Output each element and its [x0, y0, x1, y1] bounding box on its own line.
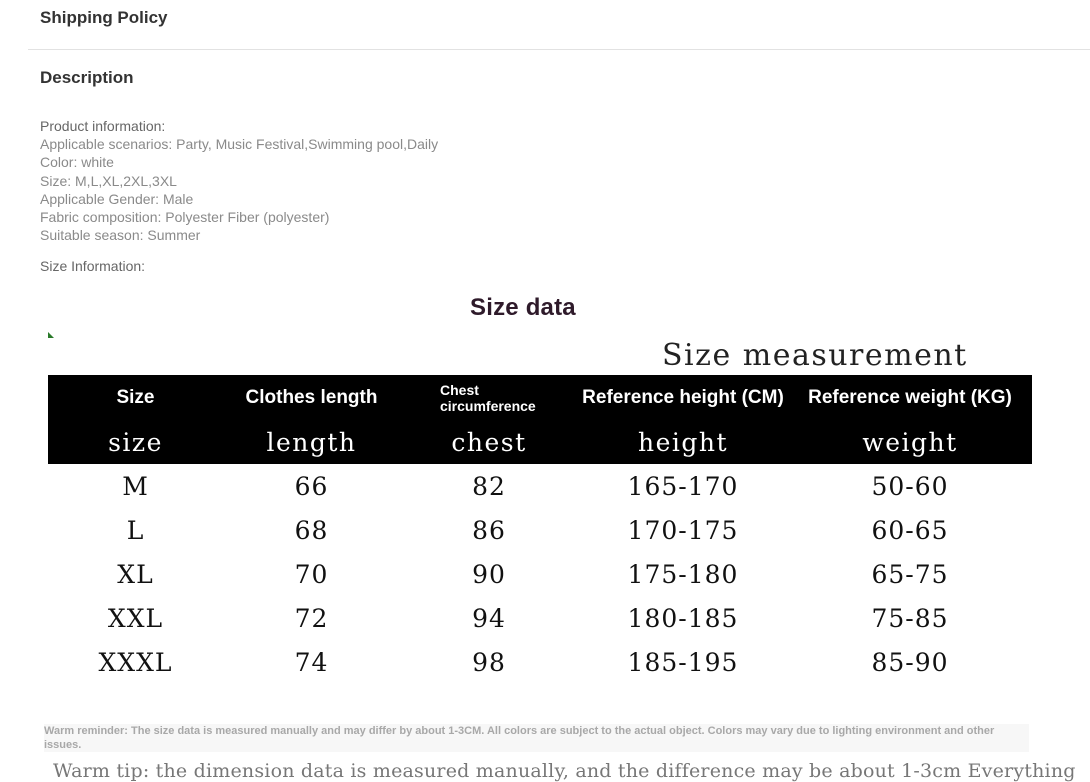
cell-height: 170-175 — [627, 515, 739, 545]
warm-reminder-text: Warm reminder: The size data is measured manually and may differ by about 1-3CM. All colors are subject to the actual object. Colors may vary due to lighting environment and other issues. — [44, 724, 1029, 752]
product-info-block — [40, 117, 438, 244]
subheader-length: length — [266, 427, 357, 457]
header-reference-weight: Reference weight (KG) — [808, 386, 1012, 408]
header-size: Size — [116, 386, 155, 408]
table-row — [48, 596, 1032, 640]
cell-height: 180-185 — [627, 603, 739, 633]
cell-length: 70 — [294, 559, 329, 589]
product-info-heading: Product information: — [40, 118, 166, 134]
cell-length: 72 — [294, 603, 329, 633]
header-chest-circumference: Chest circumference — [440, 381, 536, 414]
cell-chest: 90 — [472, 559, 506, 589]
cell-size: XL — [117, 559, 154, 589]
table-row — [48, 552, 1032, 596]
header-clothes-length: Clothes length — [245, 386, 378, 408]
cell-size: M — [122, 471, 149, 501]
info-line-fabric: Fabric composition: Polyester Fiber (polyester) — [40, 209, 330, 226]
cell-weight: 65-75 — [871, 559, 949, 589]
size-chart-table — [48, 375, 1032, 684]
cell-weight: 75-85 — [871, 603, 949, 633]
table-header-row — [48, 375, 1032, 420]
shipping-policy-row[interactable] — [28, 0, 1090, 50]
subheader-size: size — [108, 427, 163, 457]
cell-size: XXXL — [98, 647, 173, 677]
description-title: Description — [40, 68, 134, 87]
size-data-title: Size data — [470, 294, 576, 321]
subheader-height: height — [637, 427, 729, 457]
cell-length: 74 — [294, 647, 329, 677]
cell-chest: 94 — [472, 603, 506, 633]
cell-weight: 85-90 — [871, 647, 949, 677]
info-line-color: Color: white — [40, 154, 114, 171]
info-line-scenarios: Applicable scenarios: Party, Music Festival,Swimming pool,Daily — [40, 136, 439, 153]
subheader-chest: chest — [451, 427, 527, 457]
cell-chest: 82 — [472, 471, 506, 501]
shipping-policy-title: Shipping Policy — [40, 8, 168, 27]
size-measurement-title: Size measurement — [662, 338, 968, 373]
cell-height: 175-180 — [627, 559, 739, 589]
cell-weight: 50-60 — [871, 471, 949, 501]
table-subheader-row — [48, 420, 1032, 464]
cell-chest: 98 — [472, 647, 506, 677]
cell-height: 165-170 — [627, 471, 739, 501]
cell-weight: 60-65 — [871, 515, 949, 545]
cell-size: XXL — [107, 603, 164, 633]
corner-mark-icon — [48, 332, 54, 338]
cell-length: 68 — [294, 515, 329, 545]
cell-chest: 86 — [472, 515, 506, 545]
table-row — [48, 640, 1032, 684]
info-line-gender: Applicable Gender: Male — [40, 190, 194, 207]
warm-tip-text: Warm tip: the dimension data is measured manually, and the difference may be about 1-3cm Everything — [53, 760, 1076, 782]
info-line-season: Suitable season: Summer — [40, 227, 201, 244]
info-line-size: Size: M,L,XL,2XL,3XL — [40, 172, 177, 189]
cell-height: 185-195 — [627, 647, 739, 677]
table-row — [48, 464, 1032, 508]
subheader-weight: weight — [862, 427, 958, 457]
size-information-label: Size Information: — [40, 258, 146, 274]
cell-length: 66 — [294, 471, 329, 501]
header-reference-height: Reference height (CM) — [582, 386, 784, 408]
table-row — [48, 508, 1032, 552]
cell-size: L — [126, 515, 145, 545]
